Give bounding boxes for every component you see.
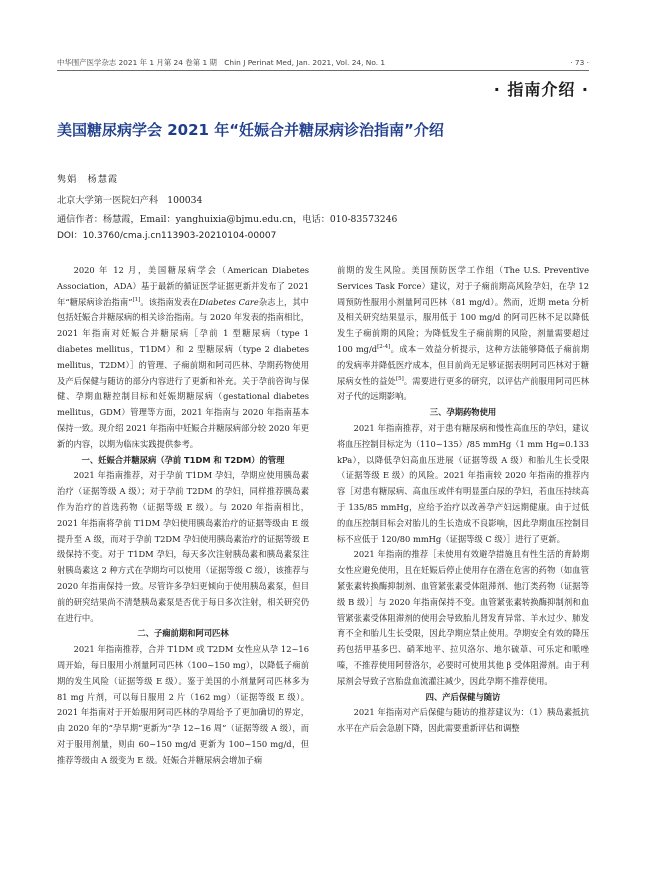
section-heading-2: 二、子痫前期和阿司匹林 [137,628,229,639]
journal-name: Diabetes Care [198,296,259,307]
citation-ref[interactable]: [5] [395,375,404,382]
article-doi[interactable]: DOI：10.3760/cma.j.cn113903-20210104-00007 [57,231,277,241]
paragraph-aspirin-cont [337,263,589,405]
running-header [57,57,589,68]
paragraph-aspirin: 2021 年指南推荐，合并 T1DM 或 T2DM 女性应从孕 12~16 周开始，每日服用小剂量阿司匹林（100~150 mg），以降低子痫前期的发生风险（证据等级 E 级）。鉴于美国的小剂量阿司匹林多为 81 mg 片剂，可以每日服用 2 片（162 mg）（证据等级 E 级）。2021 年指南对于开始服用阿司匹林的孕周给予了更加确切的界定，由 2020 年的“孕早期”更新为“孕 12~16 周”（证据等级 A 级），而对于服用剂量，则由 60~150 mg/d 更新为 100~150 mg/d，但推荐等级由 A 级变为 E 级。妊娠合并糖尿病会增加子痫 [57,644,309,765]
citation-ref[interactable]: [2-4] [377,344,391,351]
page-number: · 73 · [570,58,589,67]
article-authors: 隽娟 杨慧霞 [57,174,119,185]
text-run: 。该指南发表在 [140,296,199,307]
corresponding-author: 通信作者：杨慧霞，Email：yanghuixia@bjmu.edu.cn，电话：010-83573246 [57,214,398,225]
journal-citation: 中华围产医学杂志 2021 年 1 月第 24 卷第 1 期 Chin J Perinat Med, Jan. 2021, Vol. 24, No. 1 [57,58,386,67]
body-column-left [57,263,309,769]
body-column-right [337,263,589,737]
header-rule [57,70,589,71]
text-run: 杂志上，其中包括妊娠合并糖尿病的相关诊治指南。与 2020 年发表的指南相比，2021 年指南对妊娠合并糖尿病［孕前 1 型糖尿病（type 1 diabetes mellitus，T1DM）和 2 型糖尿病（type 2 diabetes mellitus，T2DM）］的管理、子痫前期和阿司匹林、孕期药物使用及产后保健与随访的部分内容进行了更新和补充。关于孕前咨询与保健、孕期血糖控制目标和妊娠期糖尿病（gestational diabetes mellitus，GDM）管理等方面，2021 年指南与 2020 年指南基本保持一致。现介绍 2021 年指南中妊娠合并糖尿病部分较 2020 年更新的内容，以期为临床实践提供参考。 [57,296,309,449]
text-run: 。成本－效益分析提示，这种方法能够降低子痫前期的发病率并降低医疗成本，但目前尚无足够证据表明阿司匹林对于糖尿病女性的益处 [337,343,589,386]
paragraph-postpartum: 2021 年指南对产后保健与随访的推荐建议为：（1）胰岛素抵抗水平在产后会急剧下降，因此需要重新评估和调整 [337,707,589,734]
section-heading-1: 一、妊娠合并糖尿病（孕前 T1DM 和 T2DM）的管理 [81,454,285,465]
article-affiliation: 北京大学第一医院妇产科 100034 [57,195,203,206]
paragraph-blood-pressure: 2021 年指南推荐，对于患有糖尿病和慢性高血压的孕妇，建议将血压控制目标定为（110~135）/85 mmHg（1 mm Hg=0.133 kPa），以降低孕妇高血压进展（证据等级 A 级）和胎儿生长受限（证据等级 E 级）的风险。2021 年指南较 2020 年指南的推荐内容［对患有糖尿病、高血压或伴有明显蛋白尿的孕妇，若血压持续高于 135/85 mmHg，应给予治疗以改善孕产妇远期健康。由于过低的血压控制目标会对胎儿的生长造成不良影响，因此孕期血压控制目标不应低于 120/80 mmHg（证据等级 C 级）］进行了更新。 [337,422,589,544]
text-run: 。需要进行更多的研究，以评估产前服用阿司匹林对子代的远期影响。 [337,375,589,402]
text-run: 2020 年 12 月，美国糖尿病学会（American Diabetes Association，ADA）基于最新的循证医学证据更新并发布了 2021 年“糖尿病诊治指南” [57,265,309,307]
paragraph-medications: 2021 年指南的推荐［未使用有效避孕措施且有性生活的育龄期女性应避免使用，且在妊娠后停止使用存在潜在危害的药物（如血管紧张素转换酶抑制剂、血管紧张素受体阻滞剂、他汀类药物（证据等级 B 级）］与 2020 年指南保持不变。血管紧张素转换酶抑制剂和血管紧张素受体阻滞剂的使用会导致胎儿肾发育异常、羊水过少、肺发育不全和胎儿生长受限，因此孕期应禁止使用。孕期安全有效的降压药包括甲基多巴、硝苯地平、拉贝洛尔、地尔硫䓬、可乐定和哌唑嗪，不推荐使用阿替洛尔，必要时可使用其他 β 受体阻滞剂。由于利尿剂会导致子宫胎盘血流灌注减少，因此孕期不推荐使用。 [337,549,589,686]
paragraph-intro [57,263,309,453]
section-heading-4: 四、产后保健与随访 [425,691,501,702]
text-run: 前期的发生风险。美国预防医学工作组（The U.S. Preventive Services Task Force）建议，对于子痫前期高风险孕妇，在孕 12 周预防性服用小剂量阿司匹林（81 mg/d）。然而，近期 meta 分析及相关研究结果显示，服用低于 100 mg/d 的阿司匹林不足以降低发生子痫前期的风险；为降低发生子痫前期的风险，剂量需要超过 100 mg/d [337,265,589,354]
citation-ref[interactable]: [1] [132,296,141,303]
article-title: 美国糖尿病学会 2021 年“妊娠合并糖尿病诊治指南”介绍 [57,121,444,139]
section-heading-3: 三、孕期药物使用 [429,407,497,418]
section-tag: · 指南介绍 · [493,80,589,99]
paragraph-insulin: 2021 年指南推荐，对于孕前 T1DM 孕妇，孕期应使用胰岛素治疗（证据等级 A 级）；对于孕前 T2DM 的孕妇，同样推荐胰岛素作为治疗的首选药物（证据等级 E 级）。与 2020 年指南相比，2021 年指南将孕前 T1DM 孕妇使用胰岛素治疗的证据等级由 E 级提升至 A 级，而对于孕前 T2DM 孕妇使用胰岛素治疗的证据等级 E 级保持不变。对于 T1DM 孕妇，每天多次注射胰岛素和胰岛素泵注射胰岛素这 2 种方式在孕期均可以使用（证据等级 C 级），该推荐与 2020 年指南保持一致。尽管许多孕妇更倾向于使用胰岛素泵，但目前的研究结果尚不清楚胰岛素泵是否优于每日多次注射，相关研究仍在进行中。 [57,470,309,623]
